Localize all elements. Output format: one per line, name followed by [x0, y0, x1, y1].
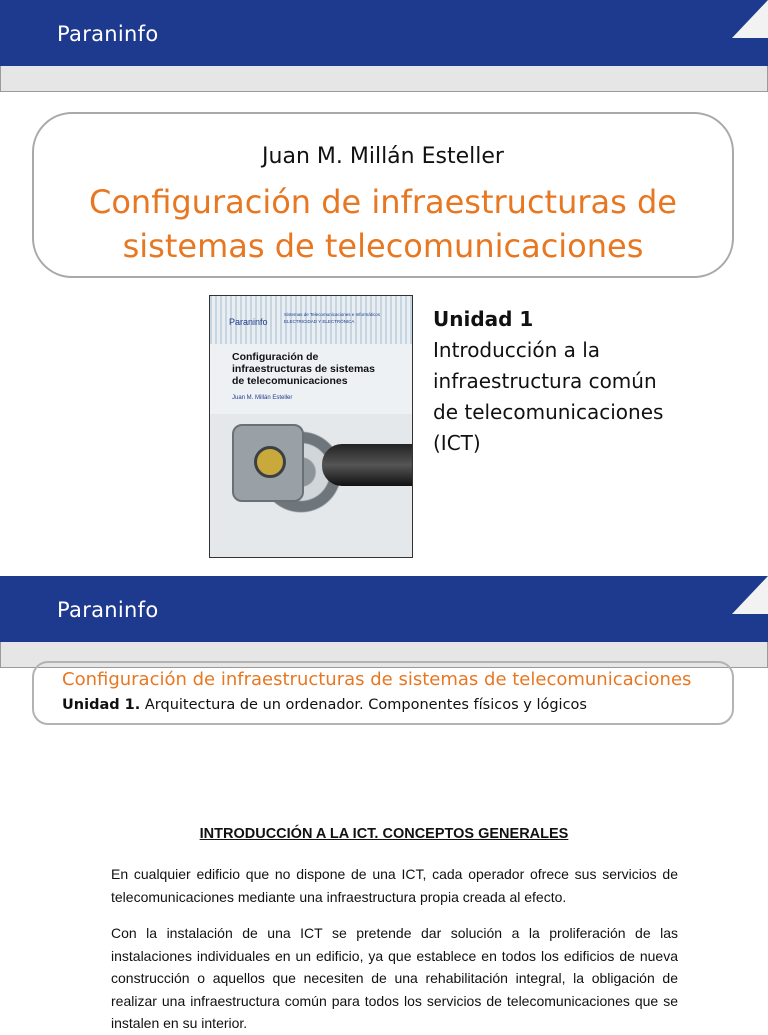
banner-strip [0, 66, 768, 92]
unit-title-line4: (ICT) [433, 431, 481, 455]
cover-series [284, 311, 408, 325]
unit-title-line3: de telecomunicaciones [433, 400, 664, 424]
page-curl-fold [732, 576, 768, 614]
cable-graphic [322, 444, 413, 486]
book-author: Juan M. Millán Esteller [262, 144, 504, 169]
subheader-box [32, 661, 734, 725]
cover-title-line1: Configuración de [232, 351, 319, 363]
connector-device-graphic [232, 424, 304, 502]
book-title [34, 180, 732, 268]
page-curl-fold [732, 0, 768, 38]
document-paragraph-1: En cualquier edificio que no dispone de una ICT, cada operador ofrece sus servicios de telecomunicaciones mediante una infraestructura propia creada al efecto. [111, 866, 678, 905]
unit-title-line2: infraestructura común [433, 369, 657, 393]
subheader-unit-label: Unidad 1. [62, 697, 141, 713]
document-heading: INTRODUCCIÓN A LA ICT. CONCEPTOS GENERALES [199, 826, 569, 842]
unit-number: Unidad 1 [433, 307, 534, 331]
cover-title-line2: infraestructuras de sistemas [232, 363, 375, 375]
cover-author: Juan M. Millán Esteller [232, 395, 293, 401]
cover-title [232, 351, 410, 387]
top-banner [0, 0, 768, 93]
book-title-line1: Configuración de infraestructuras de [89, 183, 677, 221]
cover-title-line3: de telecomunicaciones [232, 375, 348, 387]
document-paragraph-2: Con la instalación de una ICT se pretende dar solución a la proliferación de las instalaciones individuales en un edificio, ya que establece en todos los edificios de nueva construcción o aquellos que necesiten de una rehabilitación integral, la obligación de realizar una infraestructura común para todos los servicios de telecomunicaciones que se instalen en su interior. [111, 925, 678, 1031]
paraninfo-logo: Paraninfo [57, 598, 159, 622]
book-title-line2: sistemas de telecomunicaciones [122, 227, 644, 265]
cover-brand: Paraninfo [229, 317, 268, 327]
subheader-unit-text: Arquitectura de un ordenador. Componentes físicos y lógicos [140, 697, 587, 713]
cover-series-line2: ELECTRICIDAD Y ELECTRÓNICA [284, 319, 355, 324]
book-cover-image [209, 295, 413, 558]
subheader-title: Configuración de infraestructuras de sistemas de telecomunicaciones [62, 669, 692, 690]
paraninfo-logo: Paraninfo [57, 22, 159, 46]
subheader-unit [62, 697, 587, 713]
unit-title-line1: Introducción a la [433, 338, 601, 362]
second-banner [0, 576, 768, 669]
unit-info [433, 304, 703, 459]
title-box [32, 112, 734, 278]
cover-series-line1: Sistemas de Telecomunicaciones e Informáticos [284, 312, 380, 317]
